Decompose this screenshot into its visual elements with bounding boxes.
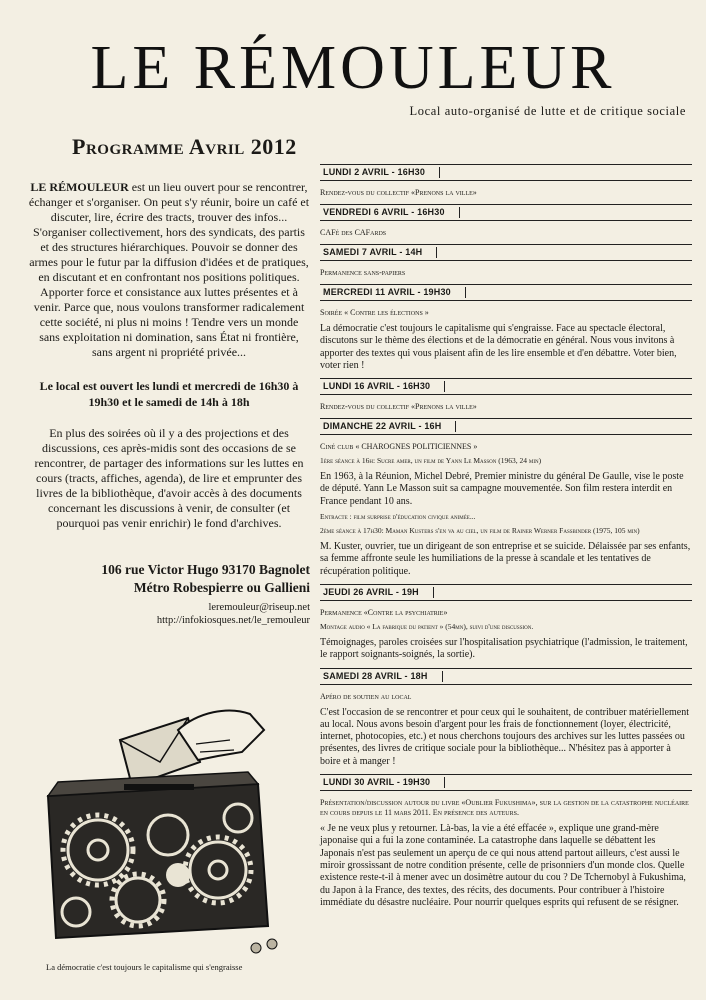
email-link[interactable]: leremouleur@riseup.net <box>208 602 310 613</box>
opening-hours: Le local est ouvert les lundi et mercredi de 16h30 à 19h30 et le samedi de 14h à 18h <box>39 379 299 409</box>
event-title: Permanence «Contre la psychiatrie» <box>320 607 448 617</box>
address-metro: Métro Robespierre ou Gallieni <box>133 580 310 595</box>
intro-lead: LE RÉMOULEUR <box>30 180 129 194</box>
event-screening-2: 2ème séance à 17h30: Maman Kusters s'en va au ciel, un film de Rainer Werner Fassbinder (1975, 105 min) <box>320 526 640 536</box>
event-item <box>320 244 692 278</box>
event-date-header <box>320 584 692 601</box>
event-title: Soirée « Contre les élections » <box>320 308 429 317</box>
event-title: Rendez-vous du collectif «Prenons la ville» <box>320 402 477 412</box>
event-screening-1: 1ère séance à 16h: Sucre amer, un film de Yann Le Masson (1963, 24 min) <box>320 456 542 466</box>
event-item <box>320 418 692 578</box>
event-date-header <box>320 378 692 395</box>
event-item <box>320 378 692 412</box>
event-date: SAMEDI 7 AVRIL - 14H <box>323 247 437 258</box>
illustration-caption: La démocratie c'est toujours le capitalisme qui s'engraisse <box>46 962 243 972</box>
program-title: Programme Avril 2012 <box>72 134 297 159</box>
event-date: DIMANCHE 22 AVRIL - 16H <box>323 421 456 432</box>
event-date-header <box>320 284 692 301</box>
event-date-header <box>320 418 692 435</box>
event-date: VENDREDI 6 AVRIL - 16H30 <box>323 207 460 218</box>
event-date-header <box>320 244 692 261</box>
event-description: En 1963, à la Réunion, Michel Debré, Premier ministre du général De Gaulle, vise le poste de député. Yann Le Masson suit sa campagne mouvementée. Son film restera interdit en France pendant 10 ans. <box>320 471 684 507</box>
event-description: M. Kuster, ouvrier, tue un dirigeant de son entreprise et se suicide. Délaissée par ses enfants, sa femme affronte seule les humiliations de la presse à scandale et les tentatives de récupération politique. <box>320 541 691 577</box>
event-title: Rendez-vous du collectif «Prenons la ville» <box>320 188 477 197</box>
intro-paragraph <box>28 180 310 360</box>
event-date-header <box>320 164 692 181</box>
event-item <box>320 668 692 768</box>
event-title: CAFé des CAFards <box>320 228 387 237</box>
event-item <box>320 284 692 372</box>
left-column <box>28 180 310 627</box>
event-description: « Je ne veux plus y retourner. Là-bas, la vie a été effacée », explique une grand-mère japonaise qui a fui la zone contaminée. La catastrophe dans laquelle se débattent les Japonais n'est pas seulement un aperçu de ce qui nous attend partout ailleurs, c'est aussi le miroir grossissant de notre condition présente, celle de prisonniers d'un monde clos. Quelle existence reste-t-il à mener avec un dosimètre autour du cou ? De Tchernobyl à Fukushima, du Japon à la France, des textes, des récits, des documents. Pour contribuer à l'histoire immédiate du désastre nucléaire. Pour nourrir quelques esprits qui refusent de se résigner. <box>320 823 686 908</box>
contacts <box>28 601 310 627</box>
event-item <box>320 164 692 198</box>
event-list <box>320 158 692 909</box>
event-intermission: Entracte : film surprise d'éducation civique animée... <box>320 512 476 522</box>
event-title: Permanence sans-papiers <box>320 268 406 277</box>
event-date-header <box>320 668 692 685</box>
masthead-title: LE RÉMOULEUR <box>90 34 616 102</box>
tagline: Local auto-organisé de lutte et de critique sociale <box>409 104 686 118</box>
activities-paragraph: En plus des soirées où il y a des projections et des discussions, ces après-midis sont des occasions de se rencontrer, de partager des informations sur les luttes en cours (tracts, affiches, agenda), de lire et emprunter des livres de la bibliothèque, d'avoir accès à des documents concernant les discussions à venir, de consulter (et pourquoi pas venir enrichir) le fond d'archives. <box>34 426 304 530</box>
event-item <box>320 584 692 662</box>
event-item <box>320 204 692 238</box>
event-date-header <box>320 774 692 791</box>
event-description: Témoignages, paroles croisées sur l'hospitalisation psychiatrique (l'admission, le traitement, le rapport soignants-soignés, la sortie). <box>320 636 688 661</box>
intro-text: est un lieu ouvert pour se rencontrer, échanger et s'organiser. On peut s'y réunir, boire un café et discuter, lire, écrire des tracts, trouver des infos... S'organiser collectivement, hors des syndicats, des partis et des structures hiérarchiques. Pouvoir se donner des armes pour le futur par la diffusion d'idées et de pratiques, en discutant et en confrontant nos positions politiques. Apporter force et consistance aux luttes présentes et à venir. Parce que, nous voulons transformer radicalement cette société, ni plus ni moins ! Tendre vers un monde sans exploitation ni domination, sans État ni frontière, sans argent ni propriété privée... <box>28 180 310 359</box>
event-title: Présentation/discussion autour du livre «Oublier Fukushima», sur la gestion de la catastrophe nucléaire en cours depuis le 11 mars 2011. En présence des auteurs. <box>320 798 689 818</box>
event-item <box>320 774 692 909</box>
address <box>28 561 310 597</box>
event-date: MERCREDI 11 AVRIL - 19H30 <box>323 287 466 298</box>
event-date: LUNDI 2 AVRIL - 16H30 <box>323 167 440 178</box>
event-date: JEUDI 26 AVRIL - 19H <box>323 587 434 598</box>
event-title: Ciné club « CHAROGNES POLITICIENNES » <box>320 442 478 452</box>
website-link[interactable]: http://infokiosques.net/le_remouleur <box>156 615 310 626</box>
event-title: Apéro de soutien au local <box>320 691 412 701</box>
address-street: 106 rue Victor Hugo 93170 Bagnolet <box>101 562 310 577</box>
event-date: LUNDI 16 AVRIL - 16H30 <box>323 381 445 392</box>
event-date: LUNDI 30 AVRIL - 19H30 <box>323 777 445 788</box>
event-subtitle: Montage audio « La fabrique du patient » (54mn), suivi d'une discussion. <box>320 621 534 631</box>
event-date-header <box>320 204 692 221</box>
event-date: SAMEDI 28 AVRIL - 18H <box>323 671 443 682</box>
event-description: La démocratie c'est toujours le capitalisme qui s'engraisse. Face au spectacle électoral, discutons sur le thème des élections et de la démocratie en général. Nous vous invitons à apporter des textes qui vous plaisent afin de les lire ensemble et d'en débattre. Voter bien, voter rien ! <box>320 323 677 371</box>
event-description: C'est l'occasion de se rencontrer et pour ceux qui le souhaitent, de contribuer matériellement au local. Nous avons besoin d'argent pour les frais de fonctionnement (loyer, électricité, internet, photocopies, etc.) et nous cherchons toujours des archives sur les luttes passées ou présentes, des livres de critique sociale pour la bibliothèque... N'hésitez pas à apporter à boire et à manger ! <box>320 706 690 767</box>
ballot-box-gears-illustration <box>28 700 288 960</box>
